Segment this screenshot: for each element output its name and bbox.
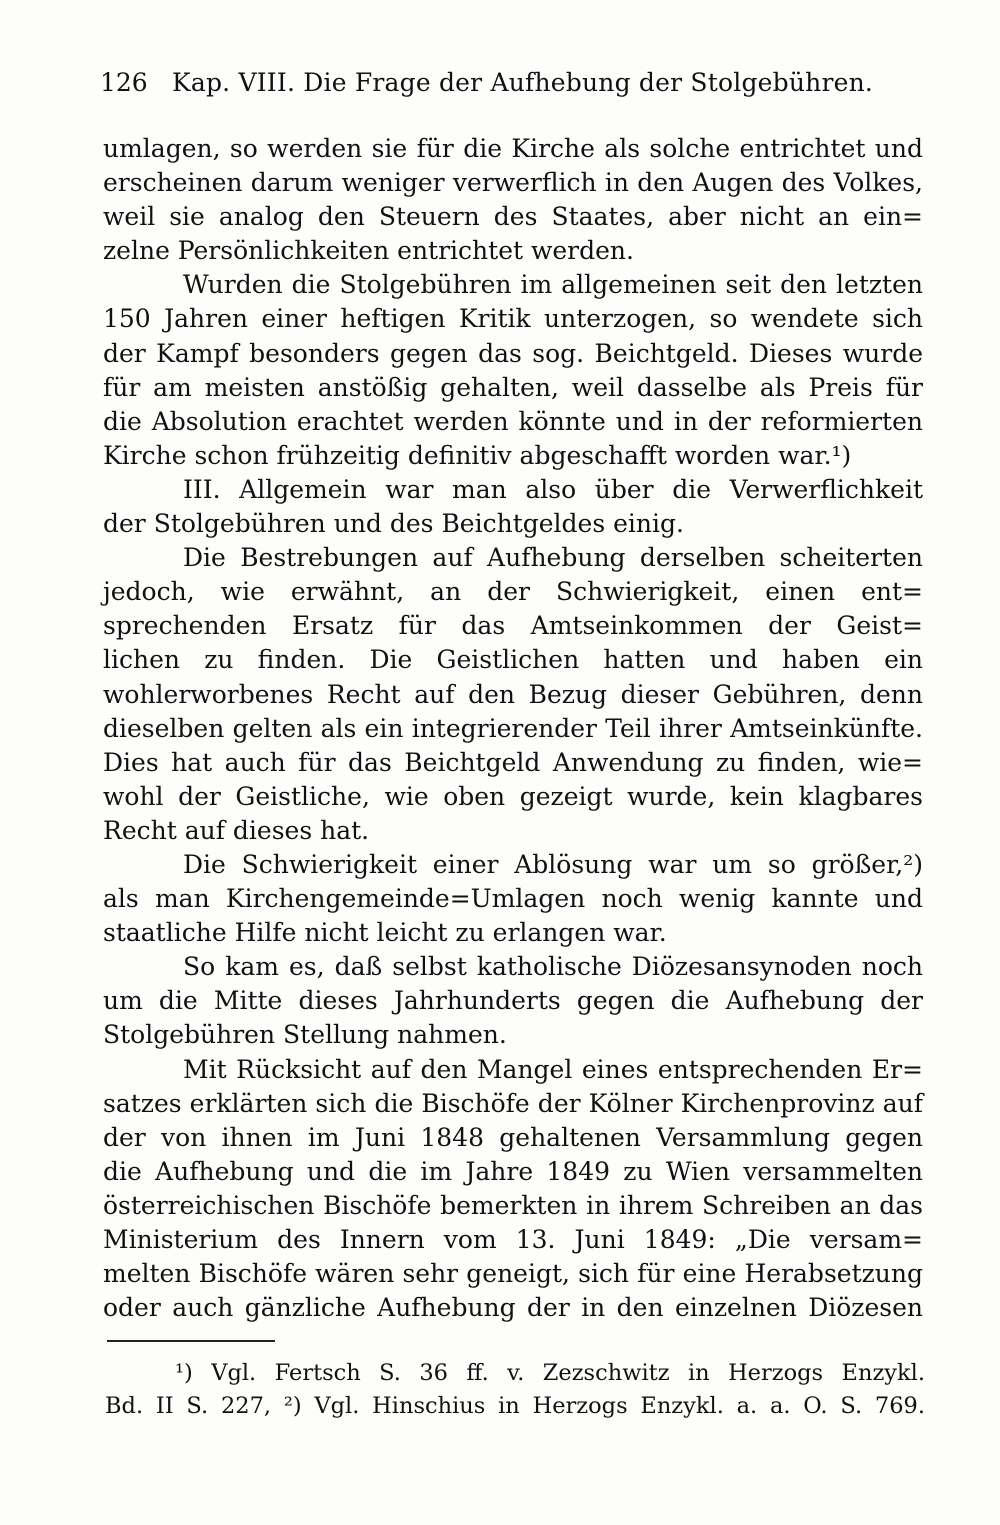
text-line: Mit Rücksicht auf den Mangel eines entsprechenden Er= — [183, 1054, 923, 1084]
page-number: 126 — [100, 68, 148, 97]
text-line: Die Schwierigkeit einer Ablösung war um so größer,²) — [183, 849, 923, 879]
body-text — [103, 132, 923, 1325]
text-line: der von ihnen im Juni 1848 gehaltenen Versammlung gegen — [103, 1122, 923, 1152]
text-line: um die Mitte dieses Jahrhunderts gegen die Aufhebung der — [103, 986, 923, 1016]
text-line: die Aufhebung und die im Jahre 1849 zu Wien versammelten — [103, 1156, 923, 1186]
footnotes — [105, 1357, 925, 1423]
text-line: dieselben gelten als ein integrierender Teil ihrer Amtseinkünfte. — [103, 713, 923, 743]
running-head: Kap. VIII. Die Frage der Aufhebung der Stolgebühren. — [172, 68, 874, 97]
text-line: für am meisten anstößig gehalten, weil dasselbe als Preis für — [103, 372, 923, 402]
text-line: melten Bischöfe wären sehr geneigt, sich für eine Herabsetzung — [103, 1259, 923, 1289]
text-line: Die Bestrebungen auf Aufhebung derselben scheiterten — [183, 543, 923, 573]
text-line: Wurden die Stolgebühren im allgemeinen seit den letzten — [183, 270, 923, 300]
text-line: So kam es, daß selbst katholische Diözesansynoden noch — [183, 952, 923, 982]
text-line: satzes erklärten sich die Bischöfe der Kölner Kirchenprovinz auf — [103, 1088, 923, 1118]
text-line: Kirche schon frühzeitig definitiv abgeschafft worden war.¹) — [103, 440, 852, 470]
footnote-divider — [107, 1340, 275, 1342]
text-line: Stolgebühren Stellung nahmen. — [103, 1020, 507, 1050]
text-line: Ministerium des Innern vom 13. Juni 1849: „Die versam= — [103, 1225, 923, 1254]
text-line: III. Allgemein war man also über die Verwerflichkeit — [183, 474, 923, 504]
footnote-line: Bd. II S. 227, ²) Vgl. Hinschius in Herzogs Enzykl. a. a. O. S. 769. — [105, 1393, 925, 1419]
text-line: der Stolgebühren und des Beichtgeldes einig. — [103, 509, 684, 539]
text-line: staatliche Hilfe nicht leicht zu erlangen war. — [103, 918, 667, 948]
text-line: jedoch, wie erwähnt, an der Schwierigkeit, einen ent= — [103, 577, 923, 607]
text-line: erscheinen darum weniger verwerflich in den Augen des Volkes, — [103, 168, 923, 198]
text-line: der Kampf besonders gegen das sog. Beichtgeld. Dieses wurde — [103, 338, 923, 368]
text-line: die Absolution erachtet werden könnte und in der reformierten — [103, 406, 923, 436]
text-line: sprechenden Ersatz für das Amtseinkommen der Geist= — [103, 611, 923, 641]
text-line: wohl der Geistliche, wie oben gezeigt wurde, kein klagbares — [103, 781, 923, 811]
footnote-line: ¹) Vgl. Fertsch S. 36 ff. v. Zezschwitz in Herzogs Enzykl. — [175, 1360, 925, 1386]
text-line: Recht auf dieses hat. — [103, 815, 370, 845]
text-line: zelne Persönlichkeiten entrichtet werden. — [103, 236, 634, 266]
text-line: Dies hat auch für das Beichtgeld Anwendung zu finden, wie= — [103, 747, 923, 777]
text-line: 150 Jahren einer heftigen Kritik unterzogen, so wendete sich — [103, 304, 923, 334]
text-line: weil sie analog den Steuern des Staates, aber nicht an ein= — [103, 202, 923, 232]
text-line: oder auch gänzliche Aufhebung der in den einzelnen Diözesen — [103, 1293, 923, 1323]
text-line: als man Kirchengemeinde=Umlagen noch wenig kannte und — [103, 884, 923, 914]
page-header — [100, 68, 920, 108]
text-line: wohlerworbenes Recht auf den Bezug dieser Gebühren, denn — [103, 679, 923, 709]
text-line: umlagen, so werden sie für die Kirche als solche entrichtet und — [103, 134, 923, 163]
text-line: österreichischen Bischöfe bemerkten in ihrem Schreiben an das — [103, 1190, 923, 1220]
text-line: lichen zu finden. Die Geistlichen hatten und haben ein — [103, 645, 923, 675]
